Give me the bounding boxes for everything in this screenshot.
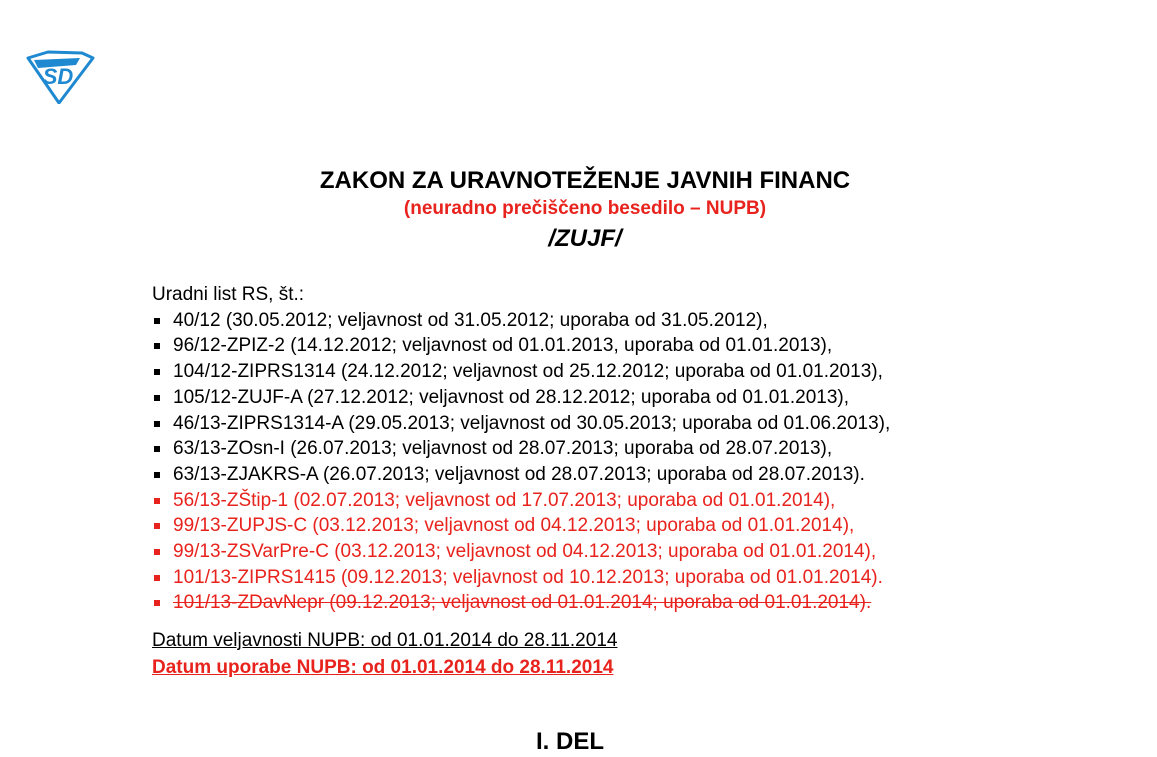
gazette-entry-text: 40/12 (30.05.2012; veljavnost od 31.05.2012; uporaba od 31.05.2012), [173,309,768,331]
bullet-icon [154,600,160,606]
gazette-entry-text: 63/13-ZJAKRS-A (26.07.2013; veljavnost od 28.07.2013; uporaba od 28.07.2013). [173,463,865,485]
gazette-entry-text: 63/13-ZOsn-I (26.07.2013; veljavnost od 28.07.2013; uporaba od 28.07.2013), [173,438,833,460]
gazette-entry-text: 101/13-ZDavNepr (09.12.2013; veljavnost od 01.01.2014; uporaba od 01.01.2014). [173,592,872,614]
gazette-entry [152,539,890,565]
bullet-icon [154,446,160,452]
bullet-icon [154,523,160,529]
gazette-entry [152,565,890,591]
logo-icon [22,48,96,104]
gazette-entry [152,333,890,359]
document-subtitle: (neuradno prečiščeno besedilo – NUPB) [403,198,767,219]
gazette-label: Uradni list RS, št.: [152,284,305,305]
gazette-entry-text: 99/13-ZUPJS-C (03.12.2013; veljavnost od 04.12.2013; uporaba od 01.01.2014), [173,515,855,537]
gazette-entry-text: 101/13-ZIPRS1415 (09.12.2013; veljavnost od 10.12.2013; uporaba od 01.01.2014). [173,566,883,588]
gazette-entry [152,488,890,514]
gazette-entry-text: 99/13-ZSVarPre-C (03.12.2013; veljavnost od 04.12.2013; uporaba od 01.01.2014), [173,541,877,563]
bullet-icon [154,318,160,324]
validity-date: Datum veljavnosti NUPB: od 01.01.2014 do 28.11.2014 [152,630,618,651]
dates-section [152,627,617,681]
gazette-entry [152,462,890,488]
gazette-entry-text: 46/13-ZIPRS1314-A (29.05.2013; veljavnost od 30.05.2013; uporaba od 01.06.2013), [173,412,891,434]
bullet-icon [154,498,160,504]
document-title: ZAKON ZA URAVNOTEŽENJE JAVNIH FINANC [319,167,851,194]
gazette-entry-text: 96/12-ZPIZ-2 (14.12.2012; veljavnost od 01.01.2013, uporaba od 01.01.2013), [173,335,833,357]
title-block [0,166,1157,256]
gazette-entry [152,590,890,616]
bullet-icon [154,575,160,581]
gazette-entry-text: 56/13-ZŠtip-1 (02.07.2013; veljavnost od 17.07.2013; uporaba od 01.01.2014), [173,489,836,511]
gazette-entry-text: 104/12-ZIPRS1314 (24.12.2012; veljavnost od 25.12.2012; uporaba od 01.01.2013), [173,361,883,383]
bullet-icon [154,369,160,375]
part-heading: I. DEL [535,728,604,755]
gazette-entry [152,308,890,334]
bullet-icon [154,421,160,427]
gazette-entry [152,385,890,411]
gazette-list [152,308,890,616]
gazette-section [152,282,890,616]
bullet-icon [154,549,160,555]
gazette-entry [152,411,890,437]
gazette-entry-text: 105/12-ZUJF-A (27.12.2012; veljavnost od 28.12.2012; uporaba od 01.01.2013), [173,386,850,408]
gazette-entry [152,436,890,462]
svg-text:SD: SD [42,64,74,89]
gazette-entry [152,359,890,385]
bullet-icon [154,343,160,349]
application-date: Datum uporabe NUPB: od 01.01.2014 do 28.11.2014 [152,657,614,678]
gazette-entry [152,513,890,539]
bullet-icon [154,472,160,478]
bullet-icon [154,395,160,401]
document-abbreviation: /ZUJF/ [548,225,622,252]
